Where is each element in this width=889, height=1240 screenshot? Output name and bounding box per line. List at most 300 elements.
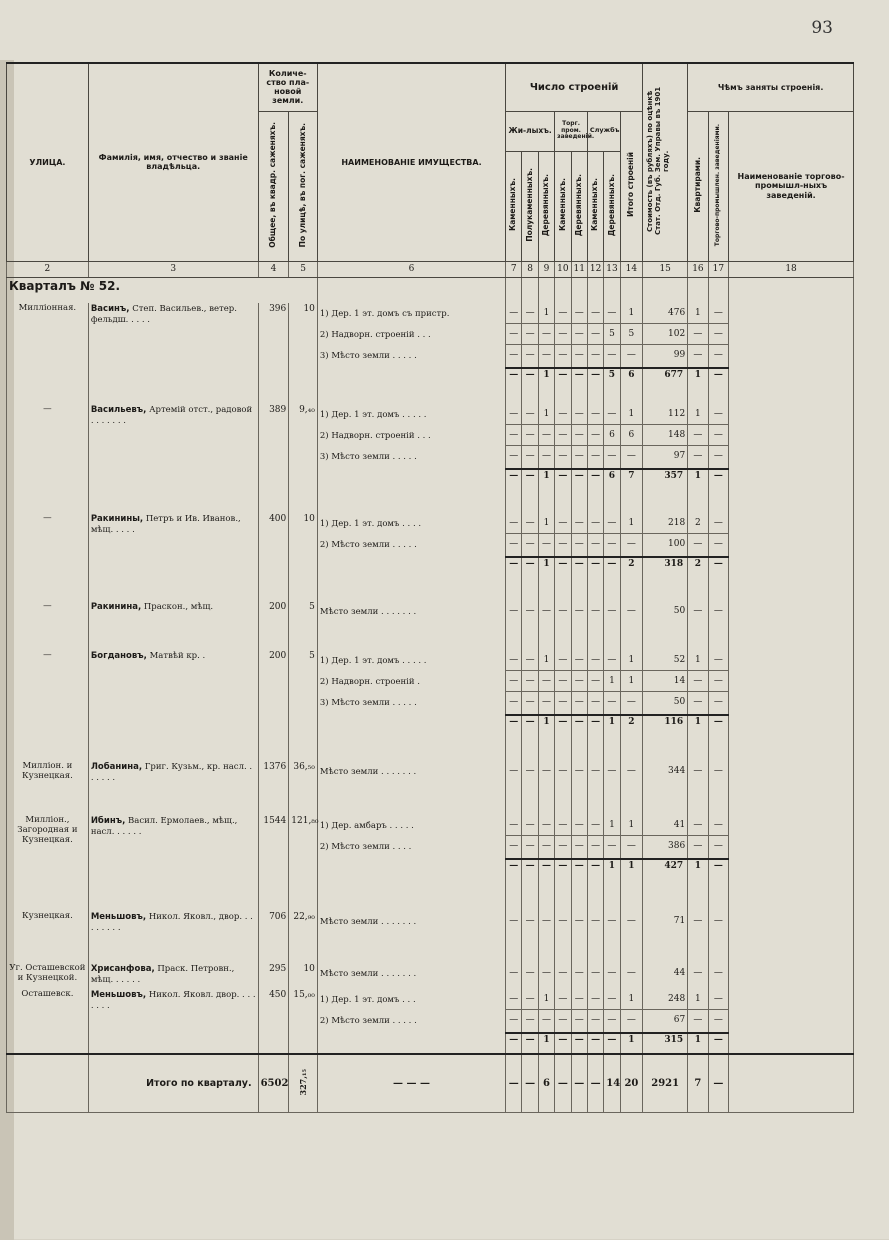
building-count-cell-value: — <box>506 989 521 1010</box>
total-count-cell: — <box>571 1033 587 1051</box>
total-value-cell: 357 <box>643 469 688 487</box>
value-cell <box>643 963 688 987</box>
building-count-cell-value: — <box>541 968 551 979</box>
owner-details: Праск. Петровн., мѣщ. . . . . . <box>90 964 235 986</box>
building-count-cell-value: — <box>591 766 601 776</box>
property-item: Мѣсто земли . . . . . . . <box>319 767 417 777</box>
owner-surname: Меньшовъ, <box>90 990 147 1001</box>
total-count-cell: — <box>571 557 587 575</box>
apartments-cell-value: — <box>693 766 703 776</box>
column-number: 3 <box>88 261 258 277</box>
building-count-cell <box>538 601 554 624</box>
apartments-cell-value: 2 <box>688 513 707 534</box>
apartments-cell-value: — <box>693 350 703 360</box>
trade-cell-value: — <box>713 539 723 549</box>
value-cell-value: 50 <box>673 697 686 707</box>
land-street-cell: 22,₉₀ <box>289 911 318 935</box>
grand-total-count: — <box>571 1054 587 1112</box>
trade-cell-value: — <box>713 841 723 852</box>
building-count-cell <box>506 404 522 469</box>
property-cell <box>317 601 505 624</box>
apartments-cell-value: — <box>688 425 707 446</box>
building-count-cell <box>604 404 620 469</box>
grand-total-count: — <box>587 1054 603 1112</box>
building-count-cell-value: — <box>591 968 601 979</box>
column-number: 4 <box>258 261 289 277</box>
total-count-cell: — <box>506 859 522 877</box>
building-count-cell-value: — <box>607 539 617 549</box>
header-service: Службъ <box>587 111 620 151</box>
building-count-cell-value: — <box>626 841 636 852</box>
apartments-cell <box>688 911 708 935</box>
building-count-cell-value: — <box>558 606 568 616</box>
property-item: 2) Надворн. строеній . <box>319 677 420 687</box>
building-count-cell-value: — <box>588 425 603 446</box>
header-trade-establishments: Торгово-промышлен. заведеніями. <box>708 111 728 261</box>
building-count-cell-value: — <box>522 815 537 836</box>
building-count-cell-value: — <box>591 916 601 927</box>
grand-total-count: — <box>522 1054 538 1112</box>
building-count-cell <box>604 815 620 859</box>
building-count-cell-value: — <box>558 697 568 707</box>
apartments-cell-value: — <box>688 815 707 836</box>
building-count-cell-value: — <box>522 513 537 534</box>
building-count-cell-value: — <box>541 350 551 360</box>
building-count-cell-value: — <box>555 815 570 836</box>
building-count-cell-value: 1 <box>604 671 619 692</box>
building-count-cell-value: — <box>572 303 587 324</box>
apartments-cell-value: 1 <box>688 650 707 671</box>
building-count-cell-value: — <box>506 671 521 692</box>
header-trade-names: Наименованіе торгово-промышл-ныхъ заведеній. <box>729 111 854 261</box>
building-count-cell-value: 1 <box>539 650 554 671</box>
building-count-cell-value: — <box>607 968 617 979</box>
total-value-cell: 677 <box>643 368 688 386</box>
building-count-cell-value: — <box>607 350 617 360</box>
street-cell: — <box>7 601 89 624</box>
value-cell <box>643 761 688 785</box>
total-apartments-cell: 1 <box>688 715 708 733</box>
street-cell: Уг. Осташевской и Кузнецкой. <box>7 963 89 987</box>
apartments-cell-value: — <box>693 916 703 927</box>
trade-cell-value: — <box>709 989 728 1010</box>
building-count-cell-value: 1 <box>621 404 643 425</box>
street-cell: — <box>7 513 89 557</box>
value-cell <box>643 815 688 859</box>
building-count-cell <box>571 513 587 557</box>
land-total-cell: 450 <box>258 989 289 1033</box>
building-count-cell-value: — <box>522 324 537 345</box>
trade-cell <box>708 989 728 1033</box>
trade-cell-value: — <box>709 303 728 324</box>
property-cell <box>317 963 505 987</box>
property-item: 2) Мѣсто земли . . . . <box>319 842 412 853</box>
total-value-cell: 427 <box>643 859 688 877</box>
building-count-cell <box>587 911 603 935</box>
building-count-cell-value: — <box>588 815 603 836</box>
grand-total-apartments: 7 <box>688 1054 708 1112</box>
building-count-cell-value: — <box>525 916 535 927</box>
building-count-cell-value: 5 <box>621 324 643 345</box>
building-count-cell-value: — <box>558 968 568 979</box>
total-count-cell: — <box>555 557 571 575</box>
total-count-cell: — <box>522 368 538 386</box>
owner-details: Праскон., мѣщ. <box>143 602 214 612</box>
building-count-cell-value: 1 <box>539 989 554 1010</box>
owner-surname: Богдановъ, <box>90 651 147 661</box>
building-count-cell-value: — <box>558 451 568 461</box>
building-count-cell-value: — <box>555 671 570 692</box>
building-count-cell-value: — <box>591 841 601 852</box>
grand-total-count: 14 <box>604 1054 620 1112</box>
owner-details: Петръ и Ив. Иванов., мѣщ. . . . . <box>90 514 241 536</box>
building-count-cell-value: — <box>572 324 587 345</box>
column-number: 16 <box>688 261 708 277</box>
building-count-cell <box>555 963 571 987</box>
building-count-cell-value: 1 <box>621 989 643 1010</box>
building-count-cell-value: — <box>541 1015 551 1026</box>
building-count-cell <box>587 815 603 859</box>
total-value-cell: 116 <box>643 715 688 733</box>
trade-names-cell <box>729 650 854 715</box>
owner-cell <box>88 815 258 859</box>
owner-details: Никол. Яковл., двор. . . . . . . . . <box>90 912 253 934</box>
land-total-cell: 400 <box>258 513 289 557</box>
grand-total-count: 6 <box>538 1054 554 1112</box>
building-count-cell <box>587 963 603 987</box>
building-count-cell <box>587 761 603 785</box>
apartments-cell <box>688 601 708 624</box>
grand-total-count: 20 <box>620 1054 643 1112</box>
total-count-cell: — <box>555 715 571 733</box>
header-value: Стоимость (въ рубляхъ) по оцѣнкѣ Стат. Отд. Губ. Зем. Управы въ 1901 году. <box>643 63 688 261</box>
building-count-cell <box>571 650 587 715</box>
owner-details: Матвѣй кр. . <box>149 651 206 661</box>
trade-cell-value: — <box>713 697 723 707</box>
grand-total-count: — <box>506 1054 522 1112</box>
header-street: УЛИЦА. <box>7 63 89 261</box>
land-street-cell: 10 <box>289 303 318 368</box>
owner-surname: Лобанина, <box>90 762 143 772</box>
building-count-cell-value: — <box>591 350 601 360</box>
land-street-cell: 36,₅₀ <box>289 761 318 785</box>
property-register-table <box>6 62 854 1113</box>
building-count-cell-value: 1 <box>621 303 643 324</box>
value-cell-value: 112 <box>643 404 687 425</box>
property-item: 2) Мѣсто земли . . . . . <box>319 540 417 550</box>
building-count-cell-value: — <box>574 451 584 461</box>
building-count-cell-value: 1 <box>604 815 619 836</box>
property-cell <box>317 815 505 859</box>
trade-cell <box>708 303 728 368</box>
grand-total-label: Итого по кварталу. <box>88 1054 258 1112</box>
land-street-cell: 5 <box>289 601 318 624</box>
total-apartments-cell: 1 <box>688 469 708 487</box>
building-count-cell-value: — <box>525 350 535 360</box>
building-count-cell-value: — <box>506 425 521 446</box>
building-count-cell-value: 5 <box>604 324 619 345</box>
total-count-cell: — <box>506 1033 522 1051</box>
apartments-cell <box>688 963 708 987</box>
building-count-cell-value: — <box>558 916 568 927</box>
total-count-cell: — <box>522 859 538 877</box>
trade-cell <box>708 404 728 469</box>
building-count-cell <box>538 963 554 987</box>
property-item: Мѣсто земли . . . . . . . <box>319 969 417 980</box>
apartments-cell-value: — <box>693 539 703 549</box>
value-cell-value: 50 <box>673 606 686 616</box>
building-count-cell-value: — <box>539 671 554 692</box>
value-cell <box>643 601 688 624</box>
trade-names-cell <box>729 761 854 785</box>
building-count-cell-value: — <box>539 425 554 446</box>
building-count-cell-value: — <box>558 841 568 852</box>
building-count-cell-value: — <box>607 451 617 461</box>
building-count-cell <box>620 601 643 624</box>
owner-cell <box>88 513 258 557</box>
building-count-cell-value: — <box>555 425 570 446</box>
building-count-cell-value: — <box>604 650 619 671</box>
property-cell <box>317 911 505 935</box>
total-count-cell: — <box>555 1033 571 1051</box>
building-count-cell-value: — <box>541 916 551 927</box>
building-count-cell-value: — <box>607 1015 617 1026</box>
building-count-cell <box>522 989 538 1033</box>
record-row <box>7 404 854 469</box>
trade-cell <box>708 601 728 624</box>
property-item: Мѣсто земли . . . . . . . <box>319 607 417 617</box>
trade-cell-value: — <box>713 968 723 979</box>
building-count-cell <box>538 761 554 785</box>
building-count-cell <box>587 650 603 715</box>
value-cell-value: 14 <box>643 671 687 692</box>
value-cell-value: 67 <box>673 1015 686 1026</box>
owner-surname: Васинъ, <box>90 304 130 314</box>
property-item: 1) Дер. 1 эт. домъ . . . . . <box>319 656 427 666</box>
building-count-cell <box>538 303 554 368</box>
apartments-cell-value: 1 <box>688 303 707 324</box>
trade-cell <box>708 815 728 859</box>
building-count-cell-value: — <box>558 1015 568 1026</box>
building-count-cell-value: — <box>541 539 551 549</box>
total-count-cell: — <box>604 1033 620 1051</box>
building-count-cell <box>571 601 587 624</box>
trade-names-cell <box>729 404 854 469</box>
building-count-cell-value: — <box>555 513 570 534</box>
building-count-cell <box>620 303 643 368</box>
total-count-cell: 2 <box>620 715 643 733</box>
building-count-cell <box>587 513 603 557</box>
building-count-cell-value: — <box>574 968 584 979</box>
building-count-cell-value: 1 <box>539 303 554 324</box>
column-number: 14 <box>620 261 643 277</box>
building-count-cell-value: — <box>591 606 601 616</box>
grand-total-row <box>7 1054 854 1112</box>
record-row <box>7 761 854 785</box>
value-cell <box>643 650 688 715</box>
land-total-cell: 389 <box>258 404 289 469</box>
street-cell: Миллiон., Загородная и Кузнецкая. <box>7 815 89 859</box>
building-count-cell-value: — <box>555 324 570 345</box>
building-count-cell-value: — <box>588 989 603 1010</box>
total-count-cell: — <box>506 469 522 487</box>
column-number: 15 <box>643 261 688 277</box>
building-count-cell-value: — <box>574 841 584 852</box>
total-count-cell: — <box>571 859 587 877</box>
header-residential: Жи-лыхъ. <box>506 111 555 151</box>
building-count-cell <box>604 650 620 715</box>
building-count-cell-value: — <box>626 697 636 707</box>
header-wood-2: Деревянныхъ. <box>571 151 587 261</box>
total-count-cell: 1 <box>538 557 554 575</box>
building-count-cell-value: — <box>555 650 570 671</box>
building-count-cell <box>506 989 522 1033</box>
building-count-cell-value: — <box>525 841 535 852</box>
building-count-cell <box>538 911 554 935</box>
total-count-cell: — <box>587 557 603 575</box>
record-row <box>7 911 854 935</box>
trade-cell <box>708 650 728 715</box>
land-total-cell: 1544 <box>258 815 289 859</box>
record-row <box>7 513 854 557</box>
building-count-cell <box>587 989 603 1033</box>
building-count-cell-value: — <box>626 1015 636 1026</box>
value-cell-value: 248 <box>643 989 687 1010</box>
total-count-cell: — <box>522 1033 538 1051</box>
value-cell <box>643 303 688 368</box>
building-count-cell-value: — <box>509 766 519 776</box>
apartments-cell-value: — <box>693 451 703 461</box>
trade-cell-value: — <box>709 671 728 692</box>
building-count-cell-value: 6 <box>621 425 643 446</box>
building-count-cell <box>506 513 522 557</box>
total-count-cell: 6 <box>604 469 620 487</box>
building-count-cell-value: — <box>506 650 521 671</box>
land-total-cell: 396 <box>258 303 289 368</box>
building-count-cell-value: — <box>604 404 619 425</box>
building-count-cell <box>571 911 587 935</box>
building-count-cell-value: — <box>626 539 636 549</box>
building-count-cell-value: — <box>572 513 587 534</box>
street-cell: Кузнецкая. <box>7 911 89 935</box>
total-count-cell: — <box>587 469 603 487</box>
value-cell-value: 44 <box>673 968 686 979</box>
building-count-cell-value: — <box>588 404 603 425</box>
column-number: 11 <box>571 261 587 277</box>
value-cell-value: 52 <box>643 650 687 671</box>
building-count-cell-value: — <box>607 841 617 852</box>
street-cell: Миллiонная. <box>7 303 89 368</box>
building-count-cell <box>522 963 538 987</box>
apartments-cell-value: 1 <box>688 404 707 425</box>
building-count-cell <box>555 513 571 557</box>
total-trade-cell: — <box>708 557 728 575</box>
building-count-cell-value: — <box>506 513 521 534</box>
building-count-cell-value: — <box>509 350 519 360</box>
header-land-street: По улицѣ, въ пог. саженяхъ. <box>289 111 318 261</box>
building-count-cell-value: — <box>588 650 603 671</box>
building-count-cell-value: — <box>626 451 636 461</box>
total-count-cell: 6 <box>620 368 643 386</box>
building-count-cell-value: — <box>506 303 521 324</box>
property-item: Мѣсто земли . . . . . . . <box>319 917 417 928</box>
total-count-cell: — <box>587 859 603 877</box>
apartments-cell-value: — <box>693 697 703 707</box>
land-total-cell: 295 <box>258 963 289 987</box>
value-cell <box>643 989 688 1033</box>
record-row <box>7 303 854 368</box>
quarter-header-row <box>7 277 854 303</box>
building-count-cell-value: — <box>541 841 551 852</box>
building-count-cell <box>604 911 620 935</box>
building-count-cell-value: — <box>558 539 568 549</box>
total-count-cell: 1 <box>538 368 554 386</box>
building-count-cell-value: — <box>572 671 587 692</box>
grand-total-trade: — <box>708 1054 728 1112</box>
building-count-cell-value: — <box>572 425 587 446</box>
building-count-cell-value: — <box>522 989 537 1010</box>
building-count-cell-value: 6 <box>604 425 619 446</box>
building-count-cell-value: — <box>555 404 570 425</box>
building-count-cell <box>506 601 522 624</box>
building-count-cell <box>555 303 571 368</box>
apartments-cell <box>688 513 708 557</box>
total-count-cell: — <box>522 557 538 575</box>
building-count-cell-value: — <box>509 968 519 979</box>
building-count-cell-value: — <box>509 539 519 549</box>
trade-cell-value: — <box>713 916 723 927</box>
total-count-cell: — <box>587 715 603 733</box>
total-count-cell: 7 <box>620 469 643 487</box>
value-cell-value: 148 <box>643 425 687 446</box>
building-count-cell-value: 1 <box>621 513 643 534</box>
spacer-row <box>7 624 854 650</box>
property-cell <box>317 513 505 557</box>
land-street-cell: 121,₈₀ <box>289 815 318 859</box>
trade-names-cell <box>729 601 854 624</box>
total-count-cell: — <box>587 368 603 386</box>
header-property: НАИМЕНОВАНІЕ ИМУЩЕСТВА. <box>317 63 505 261</box>
property-cell <box>317 650 505 715</box>
value-cell-value: 41 <box>643 815 687 836</box>
total-count-cell: — <box>506 368 522 386</box>
building-count-cell <box>604 989 620 1033</box>
building-count-cell-value: — <box>574 916 584 927</box>
building-count-cell <box>571 989 587 1033</box>
building-count-cell-value: — <box>607 606 617 616</box>
building-count-cell-value: — <box>509 916 519 927</box>
building-count-cell <box>538 989 554 1033</box>
column-number: 9 <box>538 261 554 277</box>
property-item: 2) Надворн. строеній . . . <box>319 330 431 340</box>
trade-cell <box>708 911 728 935</box>
value-cell <box>643 404 688 469</box>
building-count-cell-value: — <box>525 539 535 549</box>
owner-details: Никол. Яковл. двор. . . . . . . . <box>90 990 256 1012</box>
building-count-cell <box>555 404 571 469</box>
record-row <box>7 650 854 715</box>
total-trade-cell: — <box>708 715 728 733</box>
building-count-cell <box>538 513 554 557</box>
page-number: 93 <box>811 18 833 38</box>
owner-surname: Меньшовъ, <box>90 912 147 923</box>
column-number: 5 <box>289 261 318 277</box>
value-cell-value: 344 <box>668 766 686 776</box>
value-cell-value: 476 <box>643 303 687 324</box>
apartments-cell <box>688 761 708 785</box>
building-count-cell-value: — <box>591 539 601 549</box>
header-apartments: Квартирами. <box>688 111 708 261</box>
